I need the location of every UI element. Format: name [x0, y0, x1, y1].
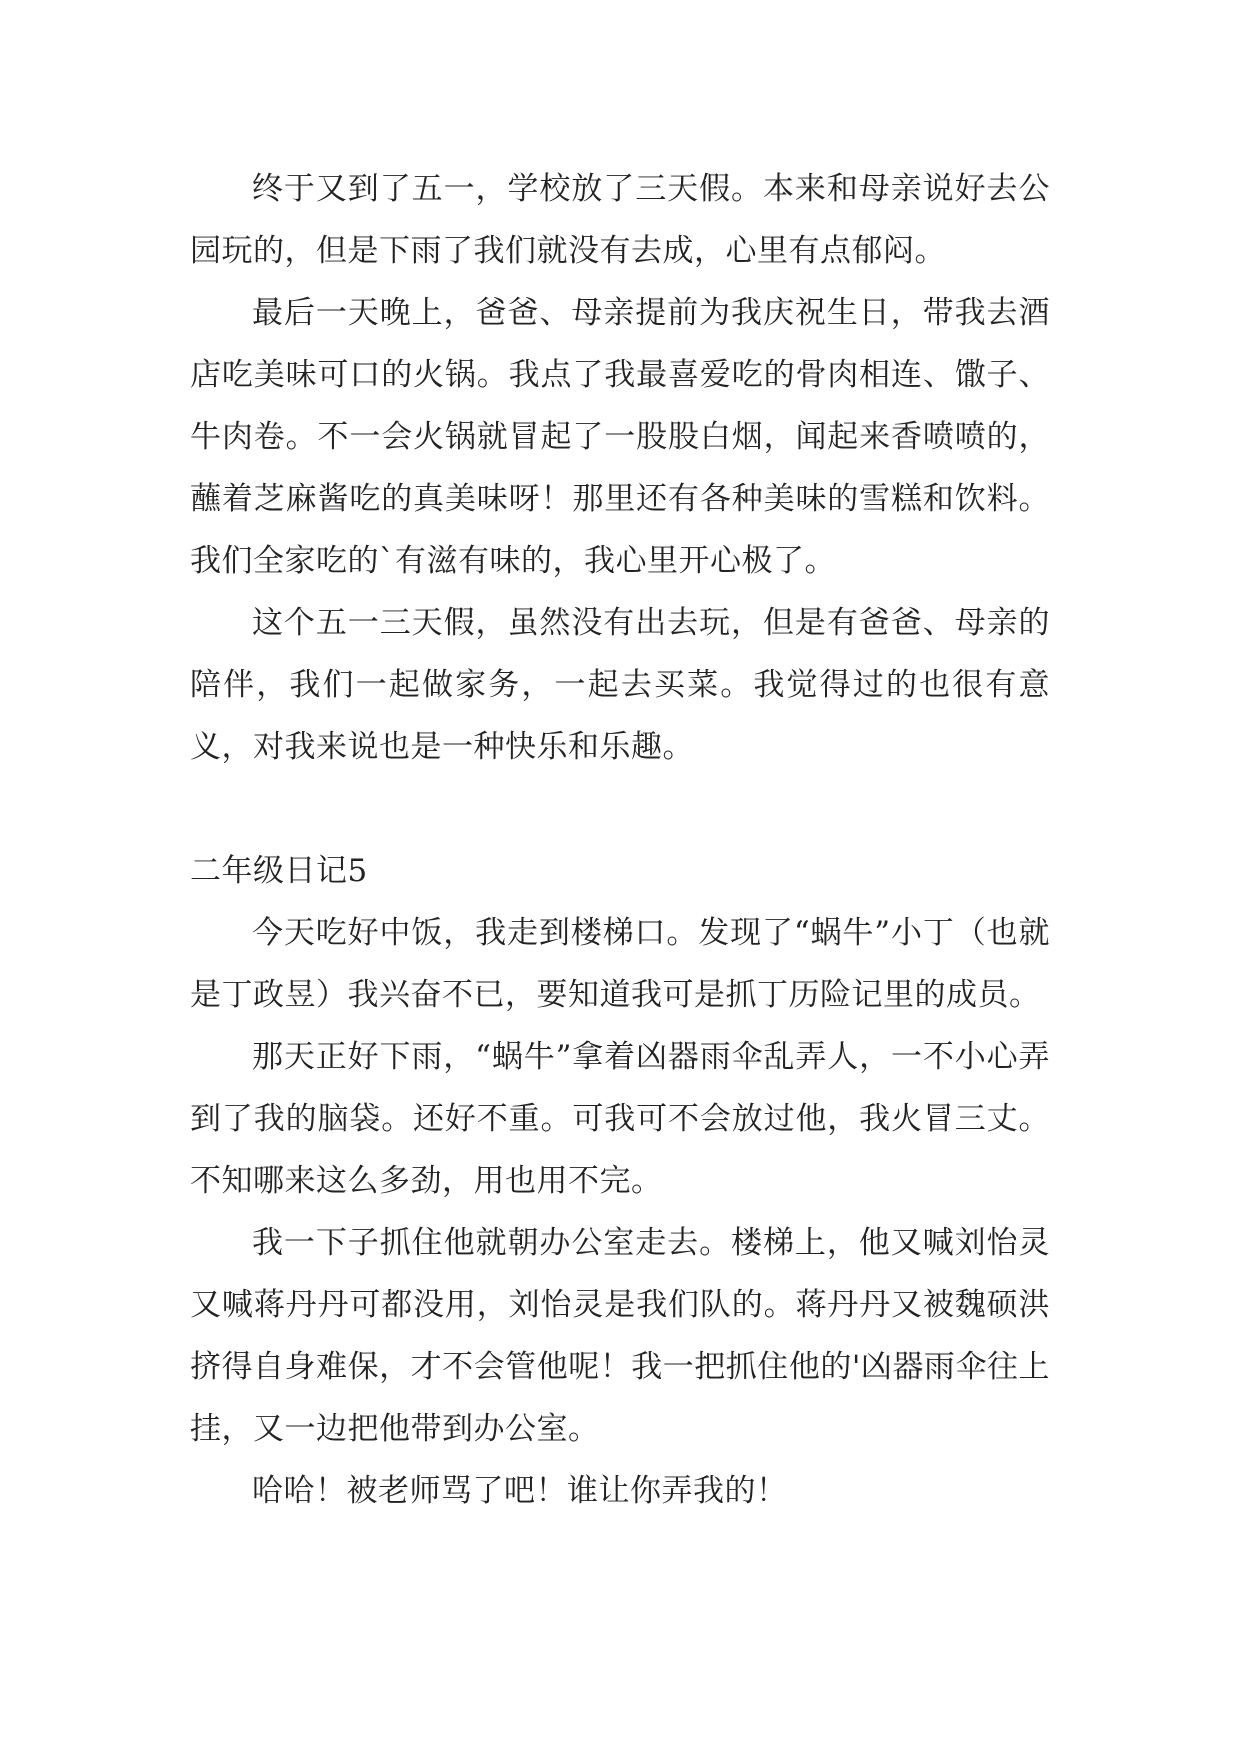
section-title: 二年级日记5: [190, 853, 368, 889]
paragraph: 最后一天晚上，爸爸、母亲提前为我庆祝生日，带我去酒店吃美味可口的火锅。我点了我最喜爱吃的骨肉相连、馓子、牛肉卷。不一会火锅就冒起了一股股白烟，闻起来香喷喷的，蘸着芝麻酱吃的真美味呀！那里还有各种美味的雪糕和饮料。我们全家吃的`有滋有味的，我心里开心极了。: [190, 295, 1050, 579]
paragraph: 今天吃好中饭，我走到楼梯口。发现了“蜗牛”小丁（也就是丁政昱）我兴奋不已，要知道我可是抓丁历险记里的成员。: [190, 915, 1050, 1013]
paragraph: 我一下子抓住他就朝办公室走去。楼梯上，他又喊刘怡灵又喊蒋丹丹可都没用，刘怡灵是我们队的。蒋丹丹又被魏硕洪挤得自身难保，才不会管他呢！我一把抓住他的'凶器雨伞往上挂，又一边把他带到办公室。: [190, 1225, 1050, 1447]
document-body: [190, 158, 1050, 1522]
paragraph: 哈哈！被老师骂了吧！谁让你弄我的！: [252, 1473, 788, 1509]
paragraph: 那天正好下雨，“蜗牛”拿着凶器雨伞乱弄人，一不小心弄到了我的脑袋。还好不重。可我可不会放过他，我火冒三丈。不知哪来这么多劲，用也用不完。: [190, 1039, 1050, 1199]
section-spacer: [190, 778, 1050, 840]
paragraph: 这个五一三天假，虽然没有出去玩，但是有爸爸、母亲的陪伴，我们一起做家务，一起去买菜。我觉得过的也很有意义，对我来说也是一种快乐和乐趣。: [190, 605, 1050, 765]
paragraph: 终于又到了五一，学校放了三天假。本来和母亲说好去公园玩的，但是下雨了我们就没有去成，心里有点郁闷。: [190, 171, 1050, 269]
